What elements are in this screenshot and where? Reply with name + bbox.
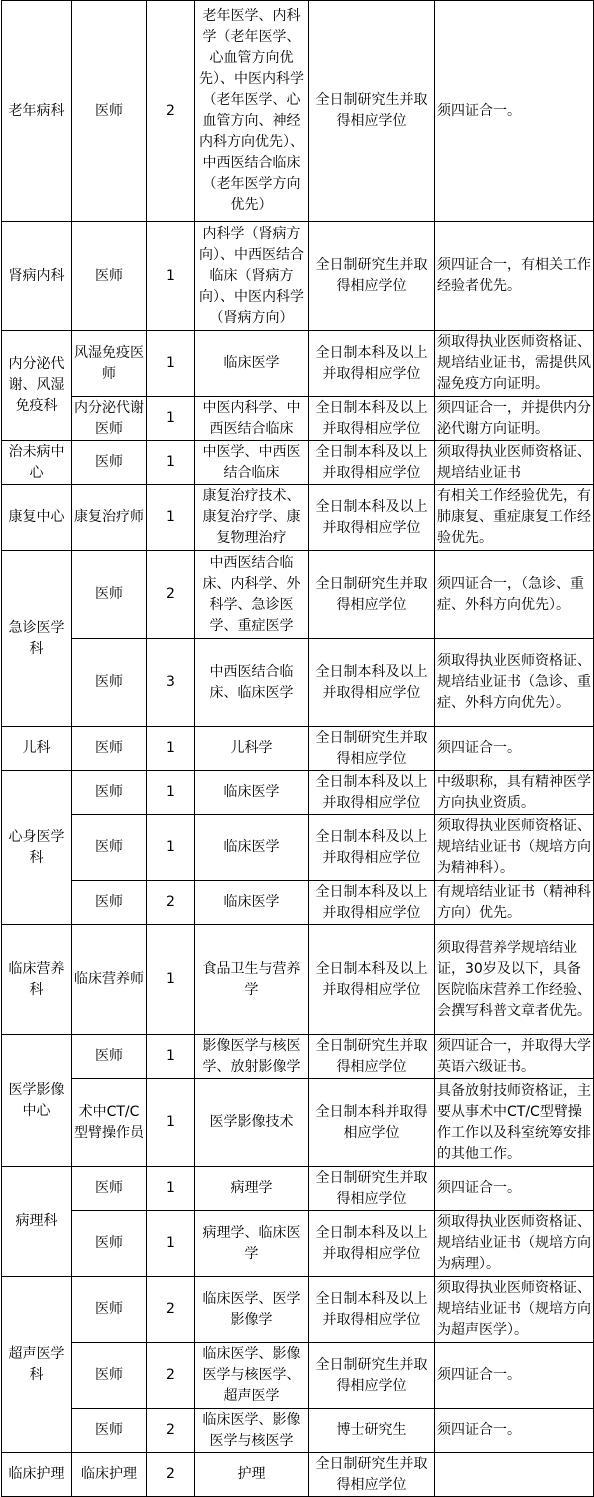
major-cell: 临床医学 — [195, 815, 309, 881]
table-row — [2, 1277, 594, 1343]
other-requirements-cell — [435, 1453, 594, 1497]
count-cell: 1 — [147, 1079, 195, 1167]
other-requirements-cell: 须取得执业医师资格证、规培结业证书（急诊、重症、外科方向优先）。 — [435, 639, 594, 727]
other-requirements-cell: 有相关工作经验优先，有肺康复、重症康复工作经验优先。 — [435, 485, 594, 551]
table-row — [2, 1167, 594, 1211]
major-cell: 医学影像技术 — [195, 1079, 309, 1167]
post-cell: 术中CT/C型臂操作员 — [72, 1079, 147, 1167]
dept-cell: 心身医学科 — [2, 771, 72, 925]
other-requirements-cell: 有规培结业证书（精神科方向）优先。 — [435, 881, 594, 925]
education-cell: 全日制本科及以上并取得相应学位 — [309, 485, 435, 551]
post-cell: 风湿免疫医师 — [72, 331, 147, 397]
dept-cell: 急诊医学科 — [2, 551, 72, 727]
education-cell: 全日制本科及以上并取得相应学位 — [309, 815, 435, 881]
major-cell: 病理学 — [195, 1167, 309, 1211]
count-cell: 2 — [147, 1277, 195, 1343]
table-row — [2, 1035, 594, 1079]
other-requirements-cell: 具备放射技师资格证，主要从事术中CT/C型臂操作工作以及科室统筹安排的其他工作。 — [435, 1079, 594, 1167]
post-cell: 医师 — [72, 1409, 147, 1453]
education-cell: 全日制本科及以上并取得相应学位 — [309, 331, 435, 397]
post-cell: 医师 — [72, 881, 147, 925]
post-cell: 内分泌代谢医师 — [72, 397, 147, 441]
post-cell: 医师 — [72, 441, 147, 485]
count-cell: 1 — [147, 222, 195, 331]
education-cell: 全日制研究生并取得相应学位 — [309, 1167, 435, 1211]
post-cell: 医师 — [72, 551, 147, 639]
other-requirements-cell: 中级职称，具有精神医学方向执业资质。 — [435, 771, 594, 815]
other-requirements-cell: 须四证合一。 — [435, 1409, 594, 1453]
major-cell: 老年医学、内科学（老年医学、心血管方向优先）、中医内科学（老年医学、心血管方向、神经内科方向优先）、中西医结合临床（老年医学方向优先） — [195, 1, 309, 222]
count-cell: 1 — [147, 397, 195, 441]
post-cell: 医师 — [72, 1167, 147, 1211]
table-row — [2, 1, 594, 222]
other-requirements-cell: 须四证合一，并取得大学英语六级证书。 — [435, 1035, 594, 1079]
post-cell: 临床营养师 — [72, 925, 147, 1035]
table-row — [2, 1343, 594, 1409]
education-cell: 全日制研究生并取得相应学位 — [309, 727, 435, 771]
count-cell: 2 — [147, 1343, 195, 1409]
count-cell: 2 — [147, 551, 195, 639]
post-cell: 医师 — [72, 771, 147, 815]
education-cell: 全日制本科并取得相应学位 — [309, 1079, 435, 1167]
dept-cell: 治未病中心 — [2, 441, 72, 485]
count-cell: 1 — [147, 1211, 195, 1277]
other-requirements-cell: 须四证合一。 — [435, 727, 594, 771]
post-cell: 医师 — [72, 815, 147, 881]
other-requirements-cell: 须四证合一。 — [435, 1, 594, 222]
dept-cell: 临床护理 — [2, 1453, 72, 1497]
major-cell: 护理 — [195, 1453, 309, 1497]
post-cell: 医师 — [72, 1, 147, 222]
table-row — [2, 1453, 594, 1497]
table-row — [2, 925, 594, 1035]
post-cell: 医师 — [72, 1343, 147, 1409]
education-cell: 全日制研究生并取得相应学位 — [309, 1343, 435, 1409]
post-cell: 医师 — [72, 1277, 147, 1343]
count-cell: 1 — [147, 815, 195, 881]
table-row — [2, 727, 594, 771]
count-cell: 1 — [147, 1167, 195, 1211]
major-cell: 临床医学、影像医学与核医学 — [195, 1409, 309, 1453]
count-cell: 1 — [147, 1035, 195, 1079]
other-requirements-cell: 须取得执业医师资格证、规培结业证书（规培方向为超声医学）。 — [435, 1277, 594, 1343]
table-row — [2, 222, 594, 331]
education-cell: 全日制研究生并取得相应学位 — [309, 1453, 435, 1497]
count-cell: 1 — [147, 771, 195, 815]
other-requirements-cell: 须四证合一。 — [435, 1343, 594, 1409]
major-cell: 儿科学 — [195, 727, 309, 771]
major-cell: 康复治疗技术、康复治疗学、康复物理治疗 — [195, 485, 309, 551]
table-row — [2, 551, 594, 639]
major-cell: 中西医结合临床、临床医学 — [195, 639, 309, 727]
other-requirements-cell: 须取得营养学规培结业证，30岁及以下，具备医院临床营养工作经验、会撰写科普文章者优先。 — [435, 925, 594, 1035]
table-row — [2, 771, 594, 815]
dept-cell: 临床营养科 — [2, 925, 72, 1035]
other-requirements-cell: 须取得执业医师资格证、规培结业证书（规培方向为病理）。 — [435, 1211, 594, 1277]
education-cell: 全日制本科及以上并取得相应学位 — [309, 639, 435, 727]
major-cell: 食品卫生与营养学 — [195, 925, 309, 1035]
table-row — [2, 331, 594, 397]
recruitment-table — [1, 0, 594, 1497]
education-cell: 全日制研究生并取得相应学位 — [309, 222, 435, 331]
major-cell: 临床医学、影像医学与核医学、超声医学 — [195, 1343, 309, 1409]
dept-cell: 病理科 — [2, 1167, 72, 1277]
table-row — [2, 639, 594, 727]
education-cell: 全日制研究生并取得相应学位 — [309, 551, 435, 639]
other-requirements-cell: 须取得执业医师资格证、规培结业证书（规培方向为精神科）。 — [435, 815, 594, 881]
dept-cell: 儿科 — [2, 727, 72, 771]
count-cell: 2 — [147, 881, 195, 925]
table-row — [2, 881, 594, 925]
major-cell: 中西医结合临床、内科学、外科学、急诊医学、重症医学 — [195, 551, 309, 639]
dept-cell: 老年病科 — [2, 1, 72, 222]
other-requirements-cell: 须四证合一。 — [435, 1167, 594, 1211]
table-row — [2, 815, 594, 881]
post-cell: 临床护理 — [72, 1453, 147, 1497]
education-cell: 全日制本科及以上并取得相应学位 — [309, 1211, 435, 1277]
education-cell: 全日制本科及以上并取得相应学位 — [309, 441, 435, 485]
education-cell: 全日制本科及以上并取得相应学位 — [309, 925, 435, 1035]
table-row — [2, 1211, 594, 1277]
dept-cell: 康复中心 — [2, 485, 72, 551]
table-row — [2, 485, 594, 551]
dept-cell: 内分泌代谢、风湿免疫科 — [2, 331, 72, 441]
post-cell: 医师 — [72, 1035, 147, 1079]
major-cell: 内科学（肾病方向）、中西医结合临床（肾病方向）、中医内科学（肾病方向） — [195, 222, 309, 331]
education-cell: 全日制本科及以上并取得相应学位 — [309, 881, 435, 925]
dept-cell: 医学影像中心 — [2, 1035, 72, 1167]
education-cell: 全日制研究生并取得相应学位 — [309, 1035, 435, 1079]
other-requirements-cell: 须取得执业医师资格证、规培结业证书 — [435, 441, 594, 485]
post-cell: 医师 — [72, 1211, 147, 1277]
table-row — [2, 1409, 594, 1453]
major-cell: 影像医学与核医学、放射影像学 — [195, 1035, 309, 1079]
other-requirements-cell: 须四证合一，（急诊、重症、外科方向优先）。 — [435, 551, 594, 639]
table-row — [2, 1079, 594, 1167]
major-cell: 病理学、临床医学 — [195, 1211, 309, 1277]
count-cell: 1 — [147, 331, 195, 397]
major-cell: 临床医学 — [195, 331, 309, 397]
major-cell: 临床医学、医学影像学 — [195, 1277, 309, 1343]
other-requirements-cell: 须四证合一，并提供内分泌代谢方向证明。 — [435, 397, 594, 441]
post-cell: 医师 — [72, 639, 147, 727]
major-cell: 中医内科学、中西医结合临床 — [195, 397, 309, 441]
count-cell: 1 — [147, 441, 195, 485]
dept-cell: 超声医学科 — [2, 1277, 72, 1453]
education-cell: 博士研究生 — [309, 1409, 435, 1453]
major-cell: 临床医学 — [195, 881, 309, 925]
count-cell: 3 — [147, 639, 195, 727]
table-row — [2, 441, 594, 485]
other-requirements-cell: 须取得执业医师资格证、规培结业证书，需提供风湿免疫方向证明。 — [435, 331, 594, 397]
post-cell: 医师 — [72, 222, 147, 331]
count-cell: 1 — [147, 727, 195, 771]
table-row — [2, 397, 594, 441]
post-cell: 康复治疗师 — [72, 485, 147, 551]
major-cell: 中医学、中西医结合临床 — [195, 441, 309, 485]
count-cell: 2 — [147, 1453, 195, 1497]
count-cell: 1 — [147, 925, 195, 1035]
major-cell: 临床医学 — [195, 771, 309, 815]
count-cell: 2 — [147, 1409, 195, 1453]
count-cell: 1 — [147, 485, 195, 551]
education-cell: 全日制本科及以上并取得相应学位 — [309, 771, 435, 815]
dept-cell: 肾病内科 — [2, 222, 72, 331]
education-cell: 全日制本科及以上并取得相应学位 — [309, 397, 435, 441]
post-cell: 医师 — [72, 727, 147, 771]
education-cell: 全日制研究生并取得相应学位 — [309, 1, 435, 222]
count-cell: 2 — [147, 1, 195, 222]
other-requirements-cell: 须四证合一，有相关工作经验者优先。 — [435, 222, 594, 331]
education-cell: 全日制本科及以上并取得相应学位 — [309, 1277, 435, 1343]
